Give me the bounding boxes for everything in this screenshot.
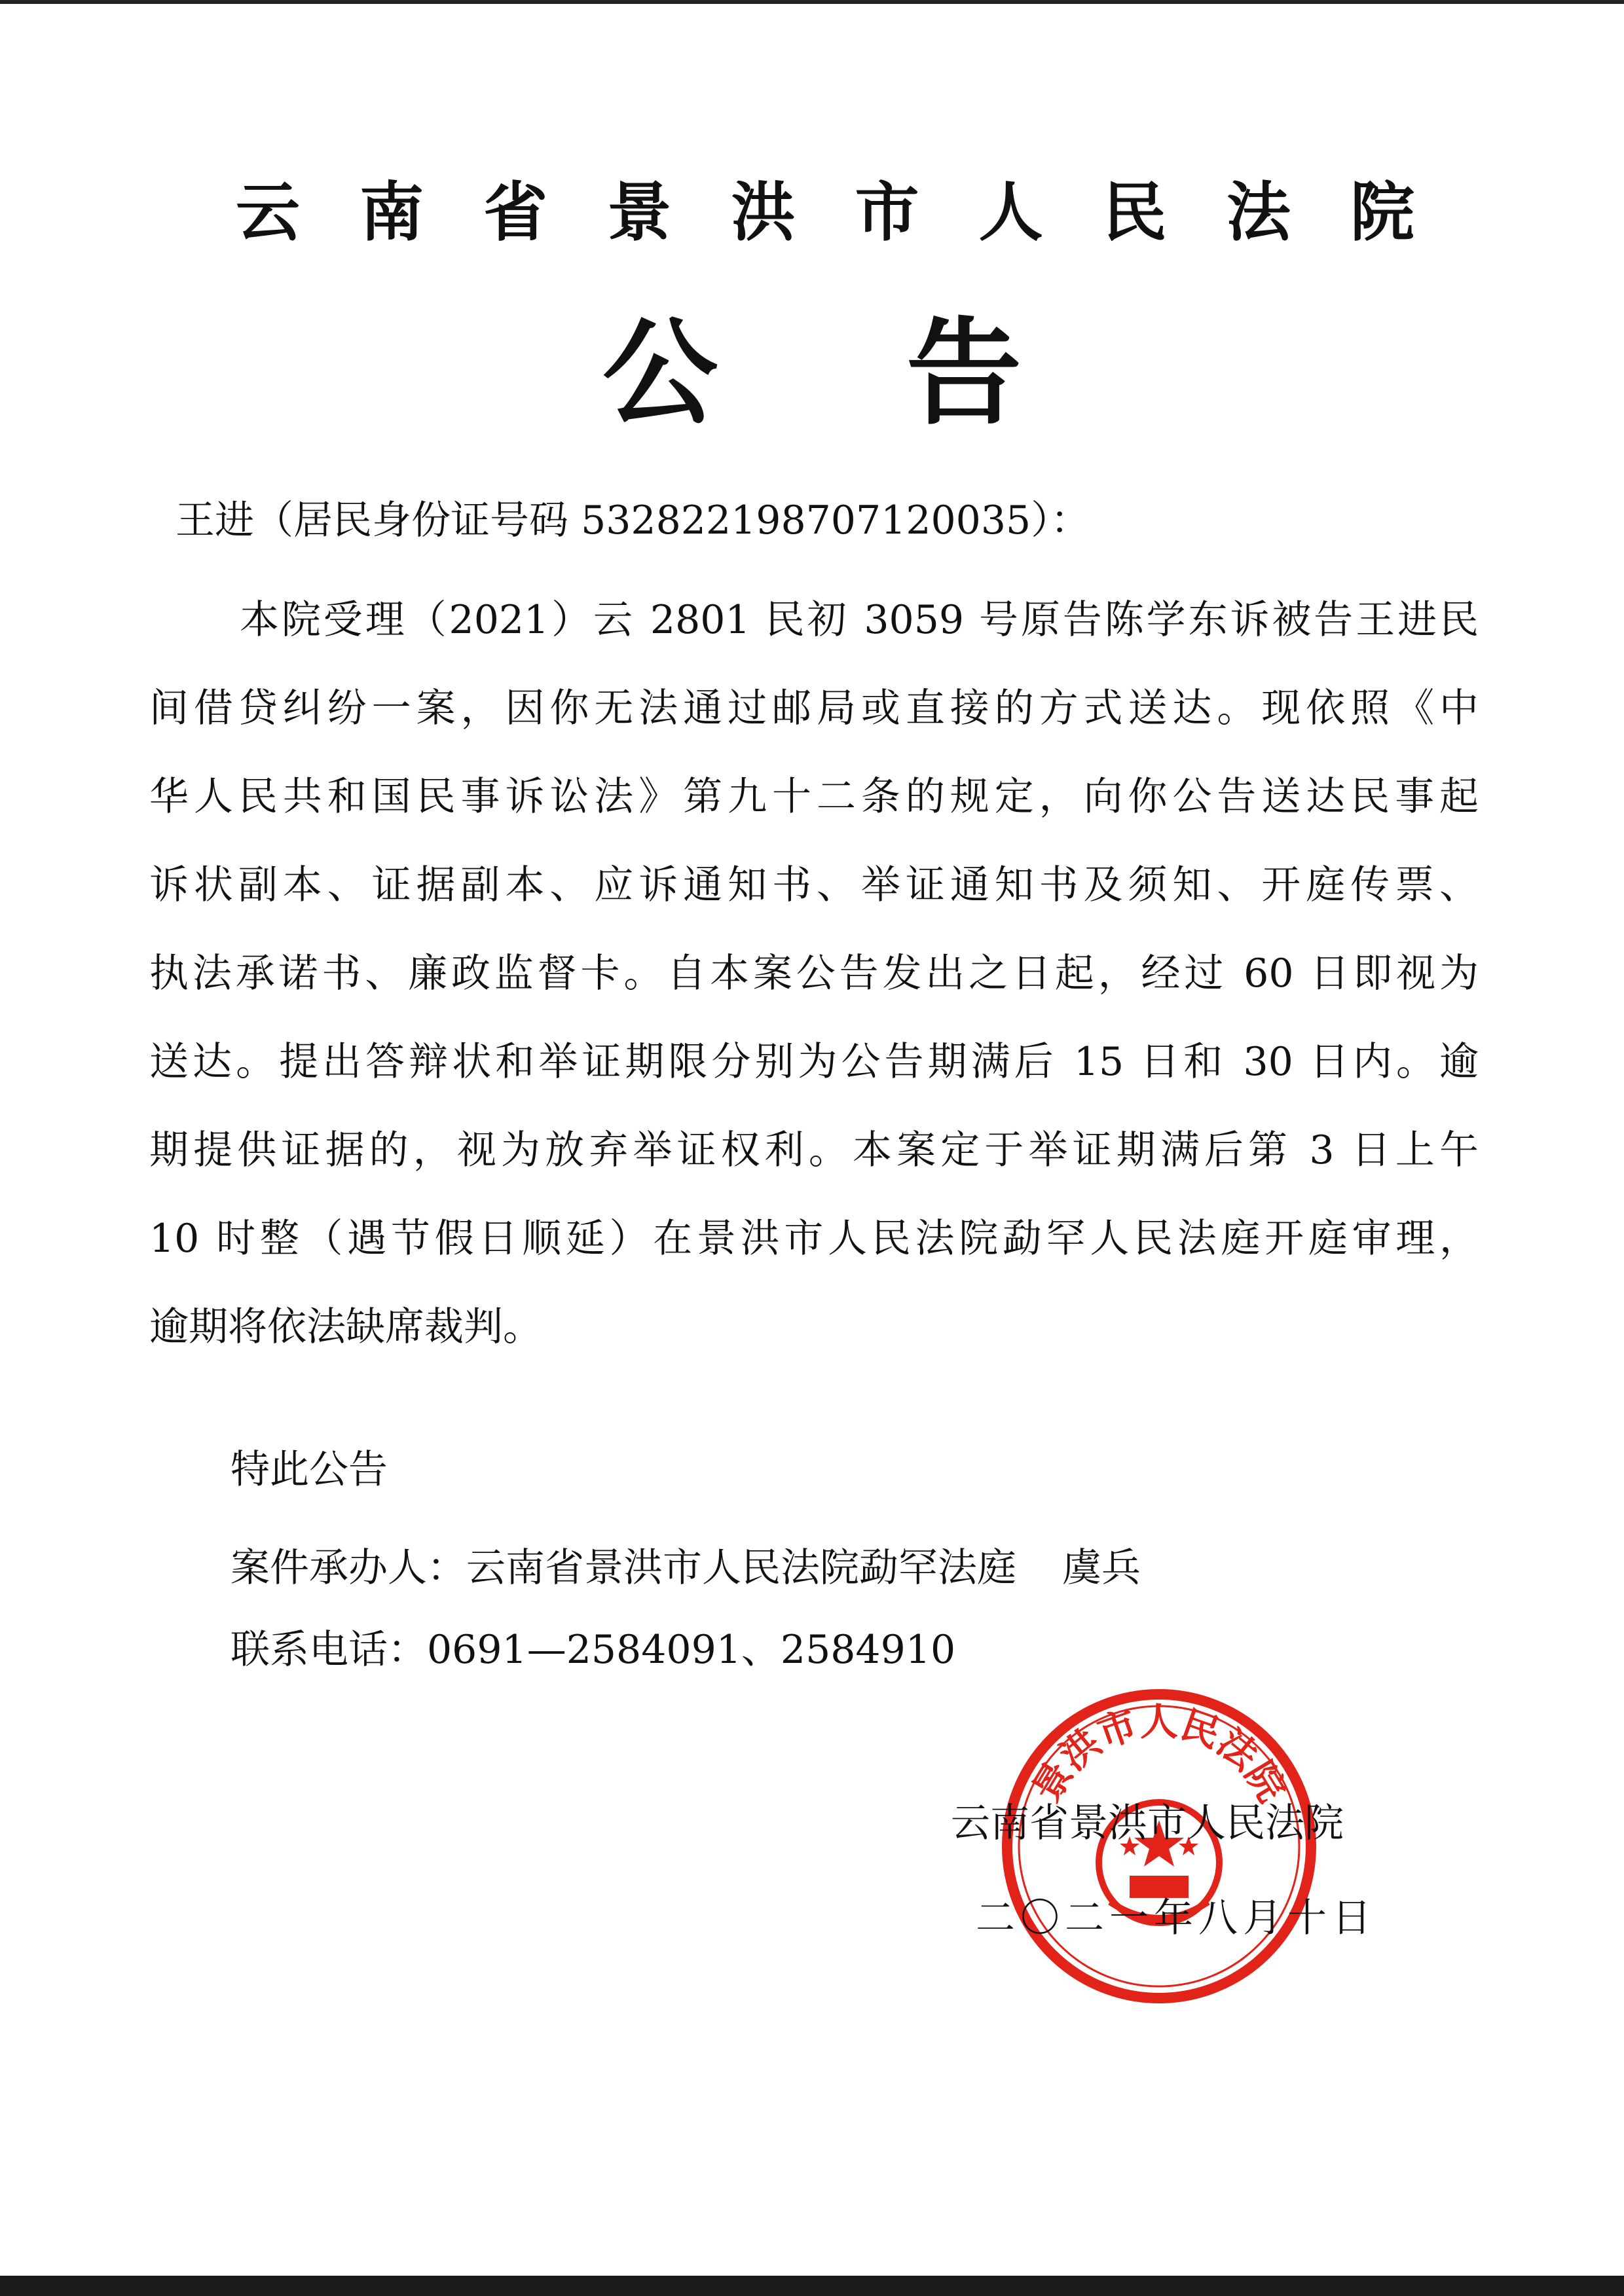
body-line: 送达。提出答辩状和举证期限分别为公告期满后 15 日和 30 日内。逾: [149, 1039, 1479, 1085]
case-handler-label: 案件承办人：云南省景洪市人民法院勐罕法庭: [231, 1545, 1016, 1591]
seal-lettering: 景洪市人民法院: [1024, 1700, 1295, 1810]
notice-title: [602, 305, 1022, 441]
notice-title-char: 告: [906, 305, 1022, 441]
body-line: 期提供证据的，视为放弃举证权利。本案定于举证期满后第 3 日上午: [149, 1127, 1479, 1173]
court-name-char: 民: [1102, 175, 1167, 250]
body-line: 华人民共和国民事诉讼法》第九十二条的规定，向你公告送达民事起: [149, 774, 1479, 820]
scan-edge-top: [0, 0, 1624, 4]
contact-phone: 联系电话：0691—2584091、2584910: [231, 1627, 956, 1673]
issuing-court: 云南省景洪市人民法院: [951, 1800, 1344, 1846]
body-line: 逾期将依法缺席裁判。: [149, 1304, 542, 1350]
court-name-char: 云: [236, 175, 301, 250]
court-name-char: 院: [1350, 175, 1414, 250]
notice-body: [149, 576, 1479, 1372]
case-handler: [231, 1535, 1141, 1601]
scan-edge-bottom: [0, 2276, 1624, 2296]
addressee-line: 王进（居民身份证号码 532822198707120035）：: [175, 498, 1090, 543]
case-handler-name: 虞兵: [1062, 1545, 1141, 1591]
court-name-char: 景: [607, 175, 672, 250]
body-line: 本院受理（2021）云 2801 民初 3059 号原告陈学东诉被告王进民: [240, 597, 1479, 643]
court-name-heading: [236, 173, 1414, 252]
court-name-char: 人: [978, 175, 1043, 250]
court-name-char: 洪: [731, 175, 796, 250]
court-name-char: 省: [483, 175, 548, 250]
body-line: 间借贷纠纷一案，因你无法通过邮局或直接的方式送达。现依照《中: [149, 685, 1479, 731]
court-name-char: 南: [360, 175, 424, 250]
court-name-char: 市: [855, 175, 919, 250]
body-line: 10 时整（遇节假日顺延）在景洪市人民法院勐罕人民法庭开庭审理，: [149, 1216, 1479, 1262]
closing-phrase: 特此公告: [231, 1447, 388, 1493]
notice-title-char: 公: [602, 305, 718, 441]
issue-date: 二〇二一年八月十日: [976, 1895, 1376, 1941]
court-name-char: 法: [1226, 175, 1291, 250]
body-line: 执法承诺书、廉政监督卡。自本案公告发出之日起，经过 60 日即视为: [149, 951, 1479, 996]
body-line: 诉状副本、证据副本、应诉通知书、举证通知书及须知、开庭传票、: [149, 862, 1479, 908]
